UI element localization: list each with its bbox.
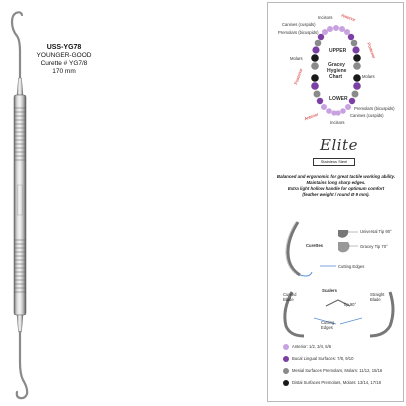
scalers-tip-label: Tip 90°	[343, 302, 357, 307]
curettes-label: Curettes	[306, 243, 323, 248]
product-length: 170 mm	[52, 68, 76, 75]
tagline-line-1: Balanced and ergonomic for great tactile working ability.	[276, 174, 396, 179]
label-posterior-left: Posterior	[293, 67, 304, 86]
product-code: USS-YG78	[46, 44, 82, 51]
tagline	[276, 174, 396, 198]
curved-blade-label: Curved Blade	[283, 292, 297, 302]
label-incisors-bottom: Incisors	[330, 120, 345, 125]
lower-label: LOWER	[329, 96, 348, 102]
legend-dot-mesial	[283, 368, 289, 374]
universal-tip-label: Universal Tip 90°	[360, 229, 392, 234]
legend-distal: Distal Surfaces Premolars, Molars: 13/14, 17/18	[283, 380, 381, 386]
label-anterior-bottom: Anterior	[303, 111, 320, 122]
legend-anterior: Anterior: 1/2, 3/4, 5/6	[283, 344, 331, 350]
label-molars-right: Molars	[362, 74, 375, 79]
curettes-cutting-label: Cutting Edges	[338, 264, 365, 269]
stainless-steel-badge: Stainless Steel	[313, 158, 355, 166]
chart-center-title-2: Hygiene	[327, 68, 347, 74]
chart-center-title-3: Chart	[329, 74, 343, 80]
legend-dot-distal	[283, 380, 289, 386]
gracey-tip-label: Gracey Tip 70°	[360, 244, 388, 249]
label-anterior-top: Anterior	[340, 12, 357, 23]
tagline-line-3: Extra light hollow handle for optimum comfort	[287, 186, 385, 191]
legend-dot-anterior	[283, 344, 289, 350]
product-subtitle: Curette # YG7/8	[40, 60, 88, 67]
label-canines-bottom: Canines (cuspids)	[350, 113, 384, 118]
label-premolars-bottom: Premolars (bicuspids)	[354, 106, 395, 111]
tagline-line-2: Maintains long sharp edges.	[306, 180, 366, 185]
label-molars-left: Molars	[290, 56, 303, 61]
label-canines-top: Canines (cuspids)	[282, 22, 316, 27]
elite-logo: Elite	[320, 136, 358, 154]
label-incisors-top: Incisors	[318, 15, 333, 20]
upper-label: UPPER	[329, 48, 347, 54]
label-posterior-right: Posterior	[366, 41, 377, 60]
product-name: YOUNGER-GOOD	[36, 52, 92, 59]
product-info	[30, 44, 98, 76]
legend-mesial: Mesial Surfaces Premolars, Molars: 11/12, 15/16	[283, 368, 382, 374]
legend-dot-bucal	[283, 356, 289, 362]
straight-blade-label: Straight Blade	[370, 292, 385, 302]
label-premolars-top: Premolars (bicuspids)	[278, 30, 319, 35]
scalers-label: Scalers	[322, 288, 337, 293]
chart-center-title-1: Gracey	[328, 62, 345, 68]
legend-bucal: Bucal Lingual Surfaces: 7/8, 9/10	[283, 356, 353, 362]
scalers-cutting-label: Cutting Edges	[321, 320, 335, 330]
tagline-line-4: (feather weight / round Ø 9 mm).	[302, 192, 370, 197]
